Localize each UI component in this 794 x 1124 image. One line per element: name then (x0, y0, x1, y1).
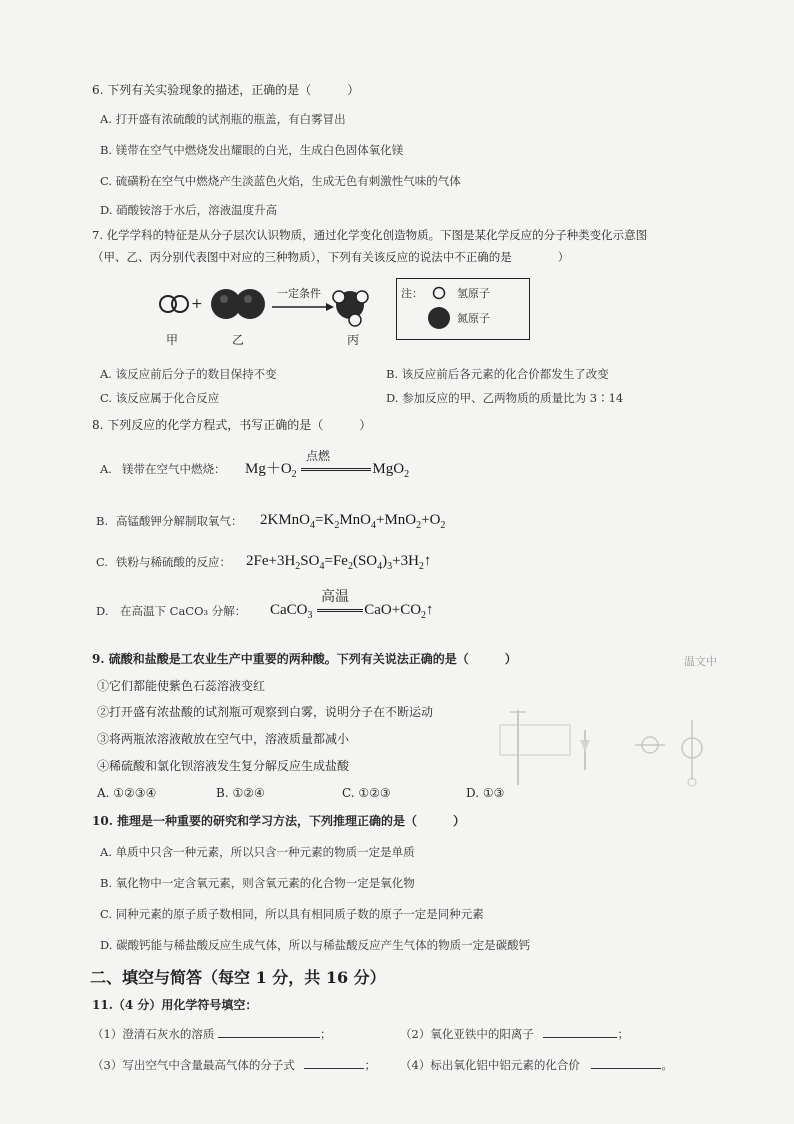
yi-molecule (211, 289, 265, 319)
q6-option-c: C. 硫磺粉在空气中燃烧产生淡蓝色火焰，生成无色有刺激性气味的气体 (100, 174, 461, 188)
legend-note: 注： (401, 287, 423, 300)
q8-condition-d: 高温 (321, 589, 349, 605)
reaction-arrow (272, 303, 334, 311)
q6-option-a: A. 打开盛有浓硫酸的试剂瓶的瓶盖，有白雾冒出 (100, 112, 346, 126)
q8-option-b-text: 高锰酸钾分解制取氧气： (116, 514, 243, 528)
label-yi: 乙 (232, 333, 245, 347)
q9-option-d: D. ①③ (466, 786, 505, 800)
q11-stem: 11.（4 分）用化学符号填空： (92, 998, 258, 1012)
q11-blank-4[interactable] (591, 1056, 661, 1069)
q8-option-a-text: 镁带在空气中燃烧： (122, 462, 226, 476)
q10-option-c: C. 同种元素的原子质子数相同，所以具有相同质子数的原子一定是同种元素 (100, 907, 484, 921)
q11-item-1-label: （1）澄清石灰水的溶质 (92, 1027, 215, 1041)
legend-nitrogen: 氮原子 (457, 312, 490, 325)
plus-sign: + (191, 296, 203, 312)
legend-hydrogen: 氢原子 (457, 287, 490, 300)
q8-equation-d: CaCO$_3$ $CaO+CO_2↑$ (270, 602, 434, 621)
q8-option-b-label: B. (96, 514, 109, 528)
q6-option-b: B. 镁带在空气中燃烧发出耀眼的白光，生成白色固体氧化镁 (100, 143, 404, 157)
q11-item-4: （4）标出氧化铝中铝元素的化合价 。 (400, 1058, 673, 1072)
q11-item-3: （3）写出空气中含量最高气体的分子式 ； (92, 1058, 376, 1072)
q8-stem: 8. 下列反应的化学方程式，书写正确的是（ ） (92, 418, 372, 432)
q9-statement-4: ④稀硫酸和氯化钡溶液发生复分解反应生成盐酸 (97, 759, 350, 773)
q8-option-d-text: 在高温下 CaCO₃ 分解： (120, 604, 247, 618)
q7-option-b: B. 该反应前后各元素的化合价都发生了改变 (386, 367, 609, 381)
q7-reaction-diagram (150, 280, 390, 340)
q9-option-a: A. ①②③④ (97, 786, 157, 800)
q11-item-2-label: （2）氧化亚铁中的阳离子 (400, 1027, 534, 1041)
q7-option-c: C. 该反应属于化合反应 (100, 391, 220, 405)
reaction-condition: 一定条件 (277, 287, 321, 300)
q10-option-d: D. 碳酸钙能与稀盐酸反应生成气体，所以与稀盐酸反应产生气体的物质一定是碳酸钙 (100, 938, 531, 952)
q9-option-b: B. ①②④ (216, 786, 265, 800)
nitrogen-atom-icon (427, 306, 451, 330)
q10-option-b: B. 氧化物中一定含氧元素，则含氧元素的化合物一定是氧化物 (100, 876, 415, 890)
q7-option-a: A. 该反应前后分子的数目保持不变 (100, 367, 277, 381)
label-bing: 丙 (347, 333, 360, 347)
q11-item-2: （2）氧化亚铁中的阳离子 ； (400, 1027, 629, 1041)
q8-option-c-label: C. (96, 555, 109, 569)
q9-statement-2: ②打开盛有浓盐酸的试剂瓶可观察到白雾，说明分子在不断运动 (97, 705, 434, 719)
q10-stem: 10. 推理是一种重要的研究和学习方法，下列推理正确的是（ ） (92, 814, 466, 828)
q11-blank-3[interactable] (304, 1056, 364, 1069)
q11-item-1: （1）澄清石灰水的溶质 ； (92, 1027, 332, 1041)
bleed-watermark-text: 温文中 (684, 655, 717, 668)
q7-stem-line2: （甲、乙、丙分别代表图中对应的三种物质），下列有关该反应的说法中不正确的是 ） (92, 250, 570, 264)
q8-equation-a: $Mg+O_2$ MgO$_2$ (245, 461, 410, 480)
q6-stem: 6. 下列有关实验现象的描述，正确的是（ ） (92, 83, 360, 97)
q8-equation-b: $2KMnO_4=K_2MnO_4+MnO_2+O_2$ (260, 512, 446, 531)
q8-equation-c: $2Fe+3H_2SO_4=Fe_2(SO_4)_3+3H_2↑$ (246, 553, 432, 572)
jia-molecule (160, 296, 188, 312)
q9-option-c: C. ①②③ (342, 786, 391, 800)
q11-item-4-label: （4）标出氧化铝中铝元素的化合价 (400, 1058, 580, 1072)
q9-statement-1: ①它们都能使紫色石蕊溶液变红 (97, 679, 266, 693)
hydrogen-atom-icon (431, 285, 447, 301)
q7-option-d: D. 参加反应的甲、乙两物质的质量比为 3∶14 (386, 391, 624, 405)
q11-blank-1[interactable] (218, 1025, 320, 1038)
q8-option-a-label: A. (100, 462, 112, 476)
bing-molecule (333, 291, 368, 326)
q7-stem-line1: 7. 化学学科的特征是从分子层次认识物质，通过化学变化创造物质。下图是某化学反应的分子种类变化示意图 (92, 228, 648, 242)
bleed-through-apparatus (460, 700, 720, 790)
q9-statement-3: ③将两瓶浓溶液敞放在空气中，溶液质量都减小 (97, 732, 350, 746)
q11-blank-2[interactable] (543, 1025, 617, 1038)
label-jia: 甲 (166, 333, 179, 347)
q10-option-a: A. 单质中只含一种元素，所以只含一种元素的物质一定是单质 (100, 845, 415, 859)
q8-option-c-text: 铁粉与稀硫酸的反应： (116, 555, 231, 569)
q6-option-d: D. 硝酸铵溶于水后，溶液温度升高 (100, 203, 278, 217)
q8-condition-a: 点燃 (306, 449, 331, 463)
section-2-title: 二、填空与简答（每空 1 分，共 16 分） (90, 968, 386, 987)
q7-legend-box (396, 278, 530, 340)
q9-stem: 9. 硫酸和盐酸是工农业生产中重要的两种酸。下列有关说法正确的是（ ） (92, 652, 517, 666)
q8-option-d-label: D. (96, 604, 109, 618)
q11-item-3-label: （3）写出空气中含量最高气体的分子式 (92, 1058, 295, 1072)
